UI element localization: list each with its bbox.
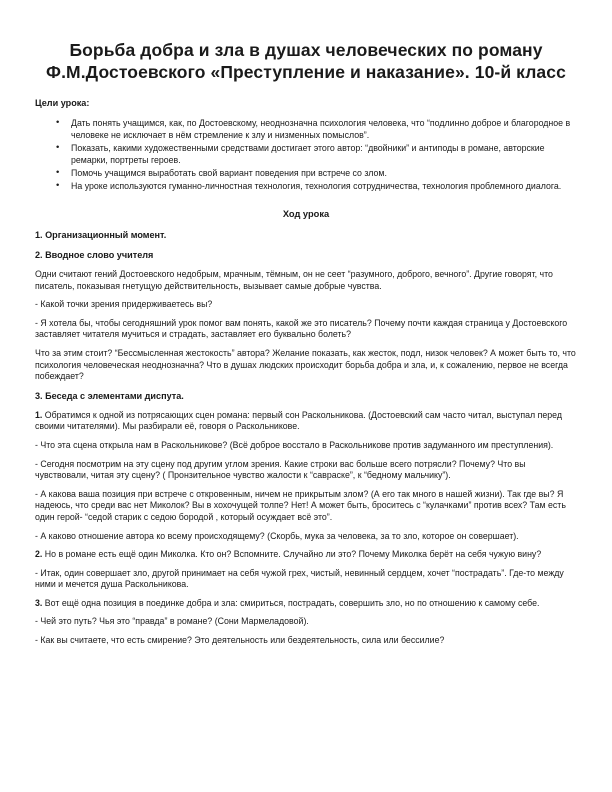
paragraph-text: Обратимся к одной из потрясающих сцен романа: первый сон Раскольникова. (Достоевский сам часто читал, выступал перед своими читателями). Мы разбирали её, говоря о Раскольникове.	[35, 409, 562, 432]
paragraph: - Я хотела бы, чтобы сегодняшний урок помог вам понять, какой же это писатель? Почему почти каждая страница у Достоевского заставляет читателя мучиться и страдать, заставляет его буквально болеть?	[35, 317, 568, 340]
section-heading-3: 3. Беседа с элементами диспута.	[35, 390, 184, 401]
document-page	[35, 40, 577, 654]
section-heading-1: 1. Организационный момент.	[35, 230, 167, 240]
paragraph: - Сегодня посмотрим на эту сцену под другим углом зрения. Какие строки вас больше всего потрясли? Почему? Что вы чувствовали, читая эту сцену? ( Пронзительное чувство жалости к “савраске”, к “бедному мальчику”).	[35, 458, 526, 481]
course-heading: Ход урока	[282, 209, 330, 219]
goal-item: • Помочь учащимся выработать свой вариант поведения при встрече со злом.	[71, 167, 577, 179]
paragraph-text: Но в романе есть ещё один Миколка. Кто он? Вспомните. Случайно ли это? Почему Миколка берёт на себя чужую вину?	[42, 549, 542, 560]
goal-item: • Показать, какими художественными средствами достигает этого автор: “двойники” и антиподы в романе, авторские ремарки, портреты героев.	[71, 142, 577, 166]
item-number: 1.	[35, 409, 43, 420]
section-heading-2: 2. Вводное слово учителя	[35, 250, 154, 260]
goal-item: • На уроке используются гуманно-личностная технология, технология сотрудничества, технология проблемного диалога.	[71, 180, 577, 192]
paragraph	[35, 598, 577, 610]
paragraph: - Какой точки зрения придерживаетесь вы?	[35, 299, 213, 310]
paragraph: - А какова ваша позиция при встрече с откровенным, ничем не прикрытым злом? (А его так много в нашей жизни). Так где вы? Я надеюсь, что среди вас нет Миколок? Вы в хохочущей толпе? Нет! А может быть, броситесь с “кулачками” против всех? Там есть один герой- “седой старик с седою бородой , который осуждает всё это”.	[35, 488, 566, 522]
goal-item: • Дать понять учащимся, как, по Достоевскому, неоднозначна психология человека, что “подлинно доброе и благородное в человеке не исключает в нём стремление к злу и низменных помыслов”.	[71, 117, 577, 141]
item-number: 3.	[35, 597, 43, 608]
paragraph	[35, 410, 577, 433]
paragraph: - А каково отношение автора ко всему происходящему? (Скорбь, мука за человека, за то зло, которое он совершает).	[35, 530, 519, 541]
paragraph: - Что эта сцена открыла нам в Раскольникове? (Всё доброе восстало в Раскольникове против задуманного им преступления).	[35, 439, 554, 450]
paragraph: Что за этим стоит? “Бессмысленная жестокость” автора? Желание показать, как жесток, подл, низок человек? А может быть то, что психология человеческая неоднозначна? Что в душах людских происходит борьба добра и зла, и, к сожалению, первое не всегда побеждает?	[35, 347, 576, 382]
paragraph: - Как вы считаете, что есть смирение? Это деятельность или бездеятельность, сила или бессилие?	[35, 635, 445, 646]
item-number: 2.	[35, 549, 43, 560]
goals-list	[35, 117, 577, 192]
paragraph	[35, 549, 577, 561]
paragraph: - Чей это путь? Чья это “правда” в романе? (Сони Мармеладовой).	[35, 616, 309, 627]
paragraph-text: Вот ещё одна позиция в поединке добра и зла: смириться, пострадать, совершить зло, но по отношению к самому себе.	[42, 597, 540, 608]
goals-label: Цели урока:	[35, 98, 90, 108]
page-title: Борьба добра и зла в душах человеческих по роману Ф.М.Достоевского «Преступление и наказание». 10-й класс	[46, 40, 566, 82]
paragraph: Одни считают гений Достоевского недобрым, мрачным, тёмным, он не сеет “разумного, доброго, вечного”. Другие говорят, что писатель, показывая гнетущую действительность, вызывает самые добрые чувства.	[35, 269, 553, 291]
paragraph: - Итак, один совершает зло, другой принимает на себя чужой грех, чистый, невинный сердцем, хочет “пострадать”. Где-то между ними и мечется душа Раскольникова.	[35, 567, 564, 590]
